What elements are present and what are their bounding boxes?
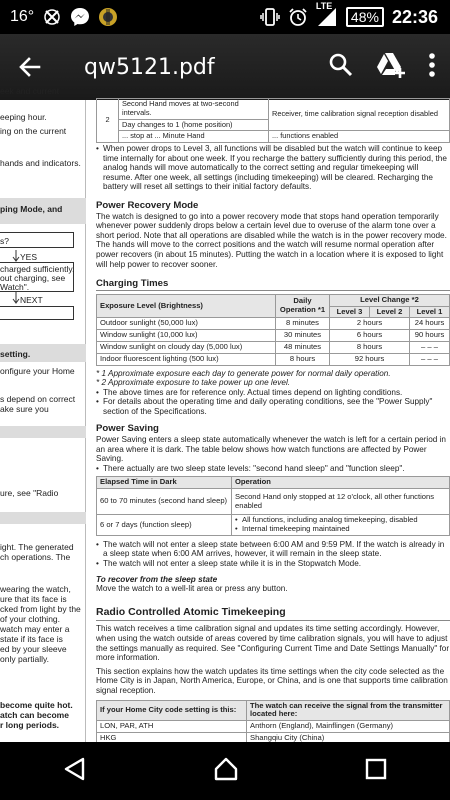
table-row [97, 330, 450, 342]
left-text-line: s depend on correct [0, 394, 76, 404]
back-arrow-icon [17, 54, 43, 80]
previous-page-column [0, 86, 86, 742]
cell-exposure: Window sunlight on cloudy day (5,000 lux) [97, 341, 276, 353]
cell-daily: 8 hours [276, 353, 330, 365]
status-bar [0, 0, 450, 34]
recover-text: Move the watch to a well-lit area or press any button. [96, 584, 288, 594]
nav-home-button[interactable] [212, 755, 240, 788]
search-icon [328, 52, 354, 78]
left-text-line: hands and indicators. [0, 158, 81, 168]
lte-label: LTE [315, 1, 333, 11]
nav-back-button[interactable] [62, 756, 88, 787]
cell-exposure: Indoor fluorescent lighting (500 lux) [97, 353, 276, 365]
left-text-line: become quite hot. [0, 700, 73, 710]
left-text-line: state if its face is [0, 634, 63, 644]
cell-daily: 30 minutes [276, 330, 330, 342]
overflow-menu-button[interactable] [428, 52, 436, 83]
cell-exposure: Outdoor sunlight (50,000 lux) [97, 318, 276, 330]
cell-level3: 92 hours [330, 353, 410, 365]
table-row [97, 318, 450, 330]
back-button[interactable] [0, 54, 60, 80]
more-vert-icon [428, 52, 436, 78]
left-text-line: onfigure your Home [0, 366, 75, 376]
cell-level1: – – – [410, 341, 450, 353]
cell-operation: • Internal timekeeping maintained [235, 525, 446, 534]
left-text-line: only partially. [0, 654, 49, 664]
left-text-line: of your clothing. [0, 614, 61, 624]
back-triangle-icon [62, 756, 88, 782]
flowchart-box [0, 306, 74, 320]
power-recovery-heading: Power Recovery Mode [96, 199, 199, 211]
drive-add-icon [376, 52, 406, 78]
left-text-line: Watch". [0, 282, 30, 292]
power-saving-table [96, 476, 450, 535]
mobile-data-icon [42, 7, 62, 27]
table-row [97, 353, 450, 365]
power-saving-bullet: • There actually are two sleep state levels: "second hand sleep" and "function sleep". [96, 464, 450, 474]
cell-level1: 90 hours [410, 330, 450, 342]
left-section-band [0, 512, 86, 524]
cell-level1: 24 hours [410, 318, 450, 330]
power-saving-heading: Power Saving [96, 423, 159, 435]
table-row [97, 489, 450, 515]
status-clock: 22:36 [391, 6, 438, 27]
left-text-line: YES [20, 252, 38, 262]
footnote-1: * 1 Approximate exposure each day to generate power for normal daily operation. [96, 368, 391, 378]
left-text-line: eek and current [0, 86, 60, 96]
pdf-viewport[interactable] [0, 86, 450, 742]
left-text-line: watch may enter a [0, 624, 70, 634]
cell-elapsed: 6 or 7 days (function sleep) [97, 515, 232, 536]
home-icon [212, 755, 240, 783]
top-table-cell: Second Hand moves at two-second intervals. [119, 99, 269, 120]
left-text-line: cked from light by the [0, 604, 81, 614]
temperature-text: 16° [10, 8, 35, 25]
th-elapsed: Elapsed Time in Dark [97, 477, 232, 489]
left-text-line: eeping hour. [0, 112, 47, 122]
cell-operation: • All functions, including analog timekeeping, disabled [235, 516, 446, 525]
cell-operation: Second Hand only stopped at 12 o'clock, all other functions enabled [232, 489, 450, 515]
add-to-drive-button[interactable] [376, 52, 406, 83]
left-text-line: ing on the current [0, 126, 67, 136]
left-text-line: s? [0, 236, 9, 246]
left-text-line: r long periods. [0, 720, 60, 730]
left-text-line: charged sufficiently. [0, 264, 75, 274]
cell-transmitter: Anthorn (England), Mainflingen (Germany) [247, 721, 450, 733]
top-table-cell: ... stop at ... Minute Hand [119, 131, 269, 143]
cell-level3: 6 hours [330, 330, 410, 342]
left-text-line: ake sure you [0, 404, 49, 414]
charging-bullet: • For details about the operating time and daily operating conditions, see the "Power Supply" section of the Specifications. [96, 397, 450, 416]
power-saving-bullet: • The watch will not enter a sleep state between 6:00 AM and 9:59 PM. If the watch is already in a sleep state when 6:00 AM arrives, however, it will remain in the sleep state. [96, 540, 450, 559]
left-text-line: ch operations. The [0, 552, 71, 562]
messenger-icon [70, 7, 90, 27]
top-table-cell: ... functions enabled [269, 131, 450, 143]
th-city: If your Home City code setting is this: [97, 700, 247, 721]
top-table-row-number: 2 [97, 99, 119, 143]
table-row [97, 341, 450, 353]
signal-strength-icon [315, 1, 338, 27]
vibrate-icon [260, 7, 280, 27]
page-body [96, 144, 450, 786]
left-text-line: ure that its face is [0, 594, 67, 604]
left-heading: setting. [0, 349, 31, 359]
intro-bullet: • When power drops to Level 3, all functions will be disabled but the watch will continue to keep time internally for about one week. If you recharge the battery sufficiently during this period, the analog hands will move automatically to the correct setting and regular timekeeping will resume. After one week, all settings (including timekeeping) will be cleared. Recharging the battery will reset all settings to their initial factory defaults. [96, 144, 450, 192]
flow-arrow-icon [12, 250, 20, 262]
th-operation: Operation [232, 477, 450, 489]
th-level-change: Level Change *2 [330, 294, 450, 306]
charging-bullet: • The above times are for reference only. Actual times depend on lighting conditions. [96, 388, 450, 398]
cell-daily: 8 minutes [276, 318, 330, 330]
top-table-cell: Day changes to 1 (home position) [119, 119, 269, 131]
recents-square-icon [364, 757, 388, 781]
cell-level1: – – – [410, 353, 450, 365]
th-level1: Level 1 [410, 306, 450, 318]
cell-level3: 8 hours [330, 341, 410, 353]
charging-times-table [96, 294, 450, 366]
left-section-band [0, 426, 86, 438]
left-text-line: out charging, see [0, 273, 66, 283]
app-notification-icon [98, 7, 118, 27]
power-recovery-p1: The watch is designed to go into a power recovery mode that stops hand operation temporarily whenever power suddenly drops below a certain level due to overuse of the alarm tone over a short period. Note that all operations are disabled while the watch is in the power recovery mode. [96, 211, 447, 240]
cell-city: LON, PAR, ATH [97, 721, 247, 733]
left-text-line: NEXT [20, 295, 43, 305]
left-text-line: atch can become [0, 710, 69, 720]
top-table-cell: Receiver, time calibration signal reception disabled [269, 99, 450, 131]
charging-times-heading: Charging Times [96, 278, 169, 290]
recover-heading: To recover from the sleep state [96, 574, 218, 584]
alarm-icon [288, 7, 308, 27]
power-recovery-p2: The hands will move to the correct positions and the watch will resume normal operation after power recovers (in about 15 minutes). Putting the watch in a location where it is exposed to light will help power to recover sooner. [96, 240, 444, 269]
battery-indicator: 48% [346, 7, 384, 27]
radio-p2: This section explains how the watch updates its time settings when the city code selected as the Home City is in Japan, North America, Europe, or China, and is one that supports time calibration signal reception. [96, 666, 448, 695]
flow-arrow-icon [12, 292, 20, 304]
left-text-line: ure, see "Radio [0, 488, 59, 498]
cell-daily: 48 minutes [276, 341, 330, 353]
radio-p1: This watch receives a time calibration signal and updates its time setting accordingly. However, when using the watch outside of areas covered by time calibration signals, you will have to adjust the settings manually as required. See "Configuring Current Time and Date Settings Manually" for more information. [96, 624, 450, 663]
power-saving-p1: Power Saving enters a sleep state automatically whenever the watch is left for a certain period in an area where it is dark. The table below shows how watch functions are affected by Power Saving. [96, 435, 446, 464]
left-heading: ping Mode, and [0, 204, 63, 214]
th-level2: Level 2 [370, 306, 410, 318]
cell-elapsed: 60 to 70 minutes (second hand sleep) [97, 489, 232, 515]
table-row [97, 515, 450, 536]
document-title: qw5121.pdf [84, 54, 215, 80]
th-transmitter: The watch can receive the signal from the transmitter located here: [247, 700, 450, 721]
cell-level3: 2 hours [330, 318, 410, 330]
pdf-page [96, 100, 450, 742]
table-row [97, 721, 450, 733]
nav-recents-button[interactable] [364, 757, 388, 786]
system-nav-bar [0, 742, 450, 800]
cell-city: HKG [97, 732, 247, 744]
left-text-line: ight. The generated [0, 542, 74, 552]
th-daily: Daily Operation *1 [276, 294, 330, 318]
left-text-line: wearing the watch, [0, 584, 71, 594]
cell-transmitter: Shangqiu City (China) [247, 732, 450, 744]
footnote-2: * 2 Approximate exposure to take power up one level. [96, 378, 291, 388]
radio-heading: Radio Controlled Atomic Timekeeping [96, 605, 286, 618]
top-table [96, 98, 450, 143]
th-level3: Level 3 [330, 306, 370, 318]
power-saving-bullet: • The watch will not enter a sleep state while it is in the Stopwatch Mode. [96, 559, 450, 569]
left-text-line: ed by your sleeve [0, 644, 67, 654]
cell-exposure: Window sunlight (10,000 lux) [97, 330, 276, 342]
th-exposure: Exposure Level (Brightness) [97, 294, 276, 318]
search-button[interactable] [328, 52, 354, 83]
